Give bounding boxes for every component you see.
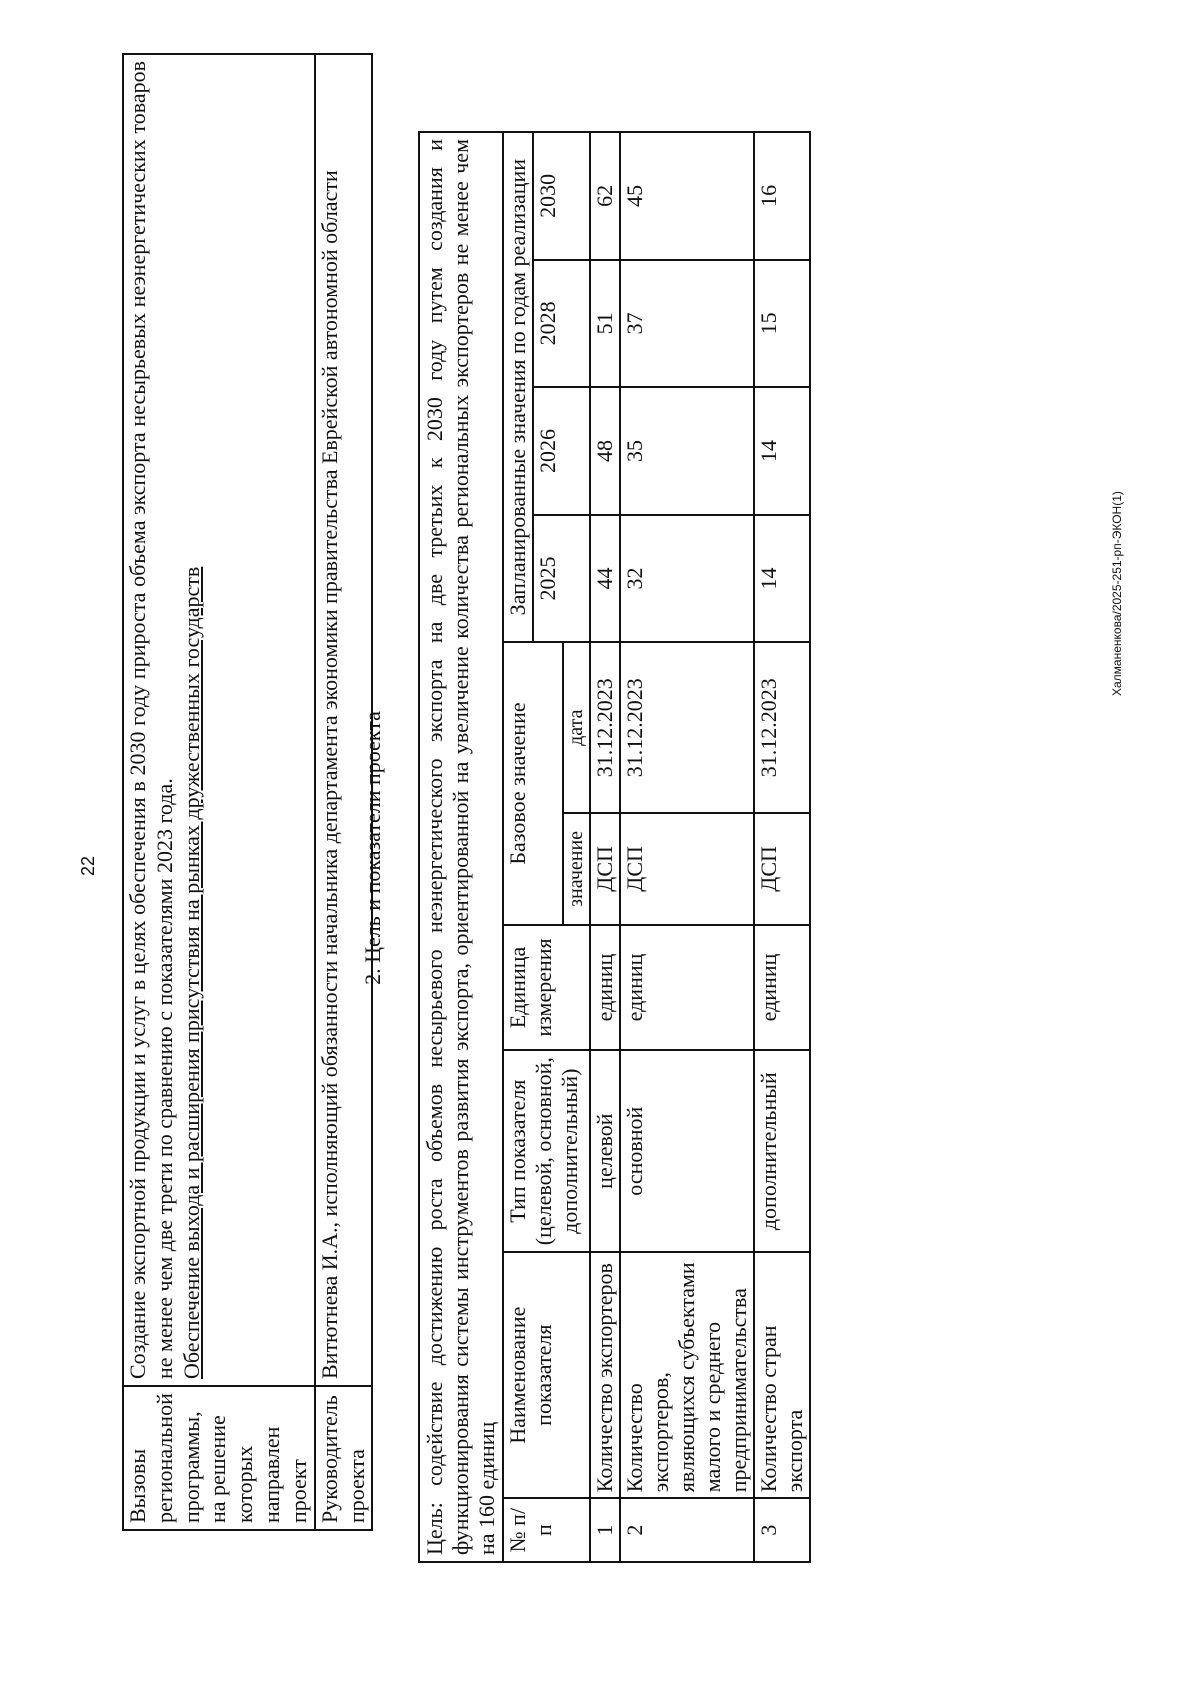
info-value-text: Создание экспортной продукции и услуг в целях обеспечения в 2030 году прироста объема экспорта несырьевых неэнергетических товаров не менее чем две трети по сравнению с показателями 2023 года. xyxy=(125,61,177,1379)
goal-text: Цель: содействие достижению роста объемов несырьевого неэнергетического экспорта на две третьих к 2030 году путем создания и функционирования системы инструментов развития экспорта, ориентированной на увеличение количества региональных экспортеров не менее чем на 160 единиц xyxy=(419,132,503,1562)
cell-2025: 14 xyxy=(754,515,810,643)
cell-unit: единиц xyxy=(754,925,810,1051)
cell-2028: 37 xyxy=(620,260,754,388)
cell-name: Количество стран экспорта xyxy=(754,1252,810,1498)
page-number: 22 xyxy=(78,855,98,876)
header-base-value: значение xyxy=(563,813,591,925)
header-type: Тип показателя (целевой, основной, дополнительный) xyxy=(503,1050,591,1252)
header-year: 2030 xyxy=(533,132,591,260)
header-year: 2028 xyxy=(533,260,591,388)
info-label: Вызовы региональной программы, на решение которых направлен проект xyxy=(123,1386,315,1530)
cell-2028: 51 xyxy=(590,260,620,388)
header-num: № п/п xyxy=(503,1498,591,1562)
cell-base-value: ДСП xyxy=(590,813,620,925)
cell-name: Количество экспортеров xyxy=(590,1252,620,1498)
cell-num: 3 xyxy=(754,1498,810,1562)
cell-unit: единиц xyxy=(590,925,620,1051)
info-label: Руководитель проекта xyxy=(315,1386,373,1530)
cell-num: 2 xyxy=(620,1498,754,1562)
header-year: 2026 xyxy=(533,387,591,515)
cell-type: основной xyxy=(620,1050,754,1252)
cell-2030: 62 xyxy=(590,132,620,260)
project-info-table xyxy=(122,53,373,1531)
cell-base-date: 31.12.2023 xyxy=(754,642,810,813)
header-row xyxy=(503,132,533,1562)
cell-2026: 48 xyxy=(590,387,620,515)
table-row xyxy=(419,132,503,1562)
header-base-date: дата xyxy=(563,642,591,813)
indicators-table xyxy=(418,131,811,1563)
document-footer-id: Халманенкова/2025-251-рп-ЭКОН(1) xyxy=(1110,491,1124,696)
table-row xyxy=(590,132,620,1562)
table-row xyxy=(754,132,810,1562)
cell-base-value: ДСП xyxy=(754,813,810,925)
cell-2025: 44 xyxy=(590,515,620,643)
table-row xyxy=(123,54,315,1530)
section-title: 2. Цель и показатели проекта xyxy=(360,711,385,985)
cell-type: дополнительный xyxy=(754,1050,810,1252)
header-base: Базовое значение xyxy=(503,642,563,924)
info-value: Витютнева И.А., исполняющий обязанности начальника департамента экономики правительства Еврейской автономной области xyxy=(315,54,373,1386)
cell-unit: единиц xyxy=(620,925,754,1051)
cell-num: 1 xyxy=(590,1498,620,1562)
cell-name: Количество экспортеров, являющихся субъектами малого и среднего предпринимательства xyxy=(620,1252,754,1498)
cell-type: целевой xyxy=(590,1050,620,1252)
info-value-text: Обеспечение выхода и расширения присутствия на рынках дружественных государств xyxy=(178,566,204,1379)
cell-2030: 16 xyxy=(754,132,810,260)
info-value xyxy=(123,54,315,1386)
cell-2030: 45 xyxy=(620,132,754,260)
cell-2028: 15 xyxy=(754,260,810,388)
cell-2025: 32 xyxy=(620,515,754,643)
cell-base-value: ДСП xyxy=(620,813,754,925)
cell-2026: 35 xyxy=(620,387,754,515)
header-planned: Запланированные значения по годам реализации xyxy=(503,132,533,642)
cell-base-date: 31.12.2023 xyxy=(590,642,620,813)
header-year: 2025 xyxy=(533,515,591,643)
header-name: Наименование показателя xyxy=(503,1252,591,1498)
header-unit: Единица измерения xyxy=(503,925,591,1051)
cell-base-date: 31.12.2023 xyxy=(620,642,754,813)
table-row xyxy=(620,132,754,1562)
cell-2026: 14 xyxy=(754,387,810,515)
